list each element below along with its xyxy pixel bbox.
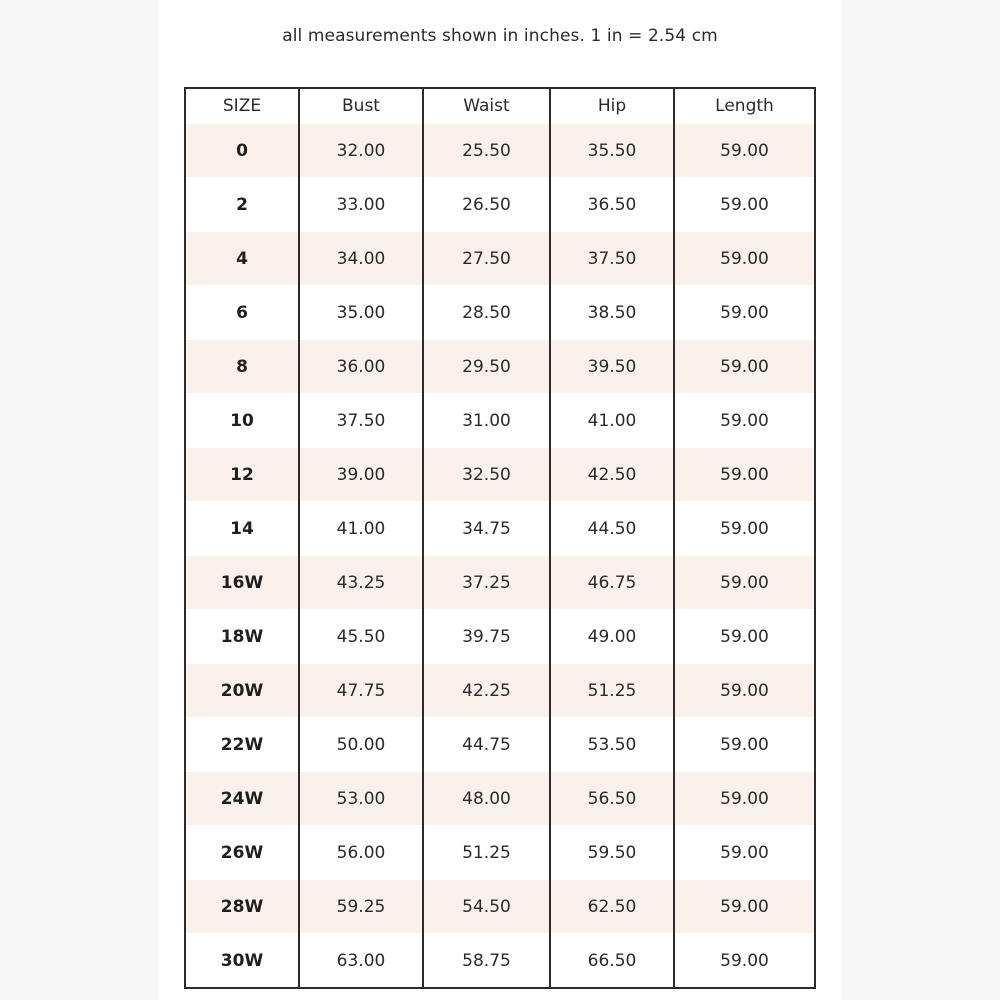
bust-cell: 56.00	[299, 826, 423, 880]
table-row	[185, 610, 815, 664]
length-cell: 59.00	[674, 610, 815, 664]
hip-cell: 36.50	[550, 178, 674, 232]
table-row	[185, 448, 815, 502]
bust-cell: 53.00	[299, 772, 423, 826]
table-row	[185, 232, 815, 286]
bust-cell: 59.25	[299, 880, 423, 934]
table-row	[185, 340, 815, 394]
hip-cell: 44.50	[550, 502, 674, 556]
bust-cell: 50.00	[299, 718, 423, 772]
bust-cell: 32.00	[299, 124, 423, 178]
size-cell: 18W	[185, 610, 299, 664]
length-cell: 59.00	[674, 772, 815, 826]
waist-cell: 37.25	[423, 556, 550, 610]
hip-cell: 66.50	[550, 934, 674, 989]
length-cell: 59.00	[674, 124, 815, 178]
length-cell: 59.00	[674, 556, 815, 610]
table-row	[185, 826, 815, 880]
length-cell: 59.00	[674, 502, 815, 556]
length-cell: 59.00	[674, 340, 815, 394]
bust-cell: 37.50	[299, 394, 423, 448]
bust-cell: 47.75	[299, 664, 423, 718]
measurement-note: all measurements shown in inches. 1 in = 2.54 cm	[282, 26, 718, 46]
waist-cell: 29.50	[423, 340, 550, 394]
bust-cell: 34.00	[299, 232, 423, 286]
waist-cell: 26.50	[423, 178, 550, 232]
waist-cell: 31.00	[423, 394, 550, 448]
table-row	[185, 178, 815, 232]
size-cell: 16W	[185, 556, 299, 610]
size-cell: 10	[185, 394, 299, 448]
bust-cell: 35.00	[299, 286, 423, 340]
hip-cell: 37.50	[550, 232, 674, 286]
hip-cell: 62.50	[550, 880, 674, 934]
hip-cell: 49.00	[550, 610, 674, 664]
size-cell: 6	[185, 286, 299, 340]
column-header-waist: Waist	[423, 88, 550, 124]
table-row	[185, 556, 815, 610]
length-cell: 59.00	[674, 286, 815, 340]
hip-cell: 39.50	[550, 340, 674, 394]
column-header-hip: Hip	[550, 88, 674, 124]
length-cell: 59.00	[674, 178, 815, 232]
table-row	[185, 880, 815, 934]
size-cell: 0	[185, 124, 299, 178]
table-row	[185, 772, 815, 826]
hip-cell: 46.75	[550, 556, 674, 610]
column-header-bust: Bust	[299, 88, 423, 124]
waist-cell: 54.50	[423, 880, 550, 934]
table-row	[185, 502, 815, 556]
column-header-length: Length	[674, 88, 815, 124]
table-row	[185, 934, 815, 989]
size-chart-table	[184, 87, 816, 989]
hip-cell: 41.00	[550, 394, 674, 448]
waist-cell: 44.75	[423, 718, 550, 772]
size-cell: 14	[185, 502, 299, 556]
length-cell: 59.00	[674, 394, 815, 448]
bust-cell: 45.50	[299, 610, 423, 664]
length-cell: 59.00	[674, 448, 815, 502]
length-cell: 59.00	[674, 718, 815, 772]
length-cell: 59.00	[674, 934, 815, 989]
size-cell: 26W	[185, 826, 299, 880]
size-cell: 2	[185, 178, 299, 232]
waist-cell: 27.50	[423, 232, 550, 286]
waist-cell: 48.00	[423, 772, 550, 826]
hip-cell: 53.50	[550, 718, 674, 772]
length-cell: 59.00	[674, 232, 815, 286]
size-cell: 4	[185, 232, 299, 286]
bust-cell: 39.00	[299, 448, 423, 502]
waist-cell: 28.50	[423, 286, 550, 340]
waist-cell: 51.25	[423, 826, 550, 880]
waist-cell: 58.75	[423, 934, 550, 989]
hip-cell: 38.50	[550, 286, 674, 340]
waist-cell: 34.75	[423, 502, 550, 556]
length-cell: 59.00	[674, 664, 815, 718]
waist-cell: 39.75	[423, 610, 550, 664]
size-cell: 24W	[185, 772, 299, 826]
length-cell: 59.00	[674, 880, 815, 934]
hip-cell: 42.50	[550, 448, 674, 502]
length-cell: 59.00	[674, 826, 815, 880]
column-header-size: SIZE	[185, 88, 299, 124]
bust-cell: 43.25	[299, 556, 423, 610]
table-row	[185, 394, 815, 448]
hip-cell: 51.25	[550, 664, 674, 718]
waist-cell: 25.50	[423, 124, 550, 178]
hip-cell: 35.50	[550, 124, 674, 178]
size-cell: 28W	[185, 880, 299, 934]
waist-cell: 42.25	[423, 664, 550, 718]
size-cell: 20W	[185, 664, 299, 718]
bust-cell: 36.00	[299, 340, 423, 394]
hip-cell: 59.50	[550, 826, 674, 880]
table-row	[185, 664, 815, 718]
size-cell: 30W	[185, 934, 299, 989]
waist-cell: 32.50	[423, 448, 550, 502]
hip-cell: 56.50	[550, 772, 674, 826]
bust-cell: 63.00	[299, 934, 423, 989]
size-cell: 22W	[185, 718, 299, 772]
bust-cell: 33.00	[299, 178, 423, 232]
bust-cell: 41.00	[299, 502, 423, 556]
size-cell: 8	[185, 340, 299, 394]
table-row	[185, 718, 815, 772]
header-row	[185, 88, 815, 124]
table-row	[185, 124, 815, 178]
size-cell: 12	[185, 448, 299, 502]
table-row	[185, 286, 815, 340]
